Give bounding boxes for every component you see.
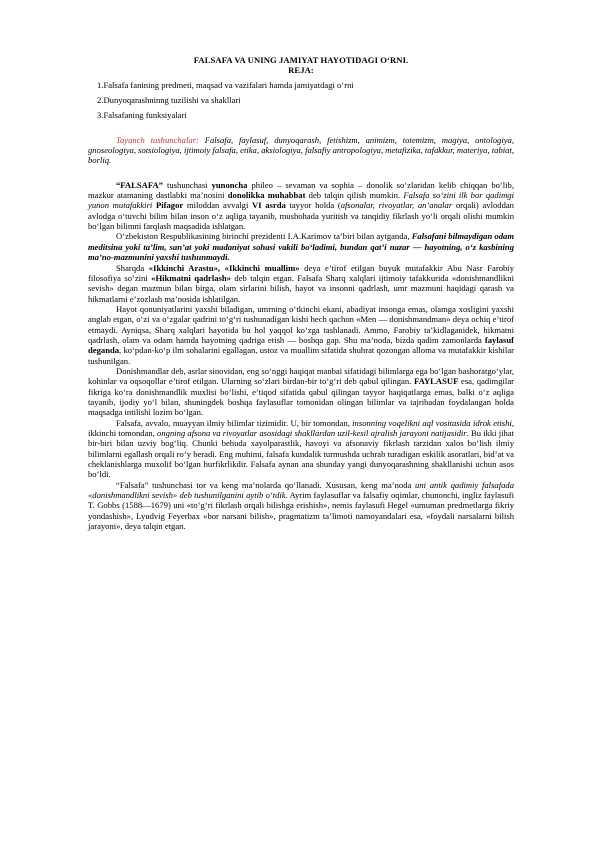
plan-list [88,80,514,121]
keywords-text: Falsafa, faylasuf, dunyoqarash, fetishizm, animizm, totemizm, magiya, ontologiya, gnoseologiya, sotsiologiya, ijtimoiy falsafa, etika, aksiologiya, falsafiy antropologiya, metafizika, tafakkur, materiya, tabiat, borliq. [88,134,514,166]
paragraph-4: Hayot qonuniyatlarini yaxshi biladigan, umrning o‘tkinchi ekani, abadiyat insonga emas, olamga xosligini yaxshi anglab etgan, o‘zi va o‘zgalar qadrini to‘g‘ri tushunadigan kishi hech qachon «Men — donishmandman» deya ochiq e’tirof etmaydi. Ayniqsa, Sharq xalqlari hayotida bu hol yaqqol ko‘zga tashlanadi. Ammo, Farobiy ta’kidlaganidek, hikmatni qadrlash, olam va odam hamda hayotning qadriga etish — boshqa gap. Shu ma’noda, bizda qadim zamonlarda faylasuf deganda, ko‘pdan-ko‘p ilm sohalarini egallagan, ustoz va muallim sifatida shuhrat qozongan alloma va mutafakkir kishilar tushunilgan. [88,303,514,366]
term-falsafa: “FALSAFA” [116,179,163,190]
paragraph-5: Donishmandlar deb, asrlar sinovidan, eng so‘nggi haqiqat manbai sifatidagi bilimlarga ega bo‘lgan bashoratgo‘ylar, kohinlar va oqsoqollar e’tirof etilgan. Ularning so‘zlari birdan-bir to‘g‘ri deb qabul qilingan. FAYLASUF esa, qadimgilar fikriga ko‘ra donishmandlik muxlisi bo‘lishi, e’tiqod sifatida qabul qilingan tayyor haqiqatlarga emas, balki o‘z aqliga tayanib, ijodiy yo‘l bilan, shuningdek boshqa faylasuflar tomonidan olingan bilimlar va tajribadan foydalangan holda maqsadga intilishi lozim bo‘lgan. [88,365,514,418]
document-title: FALSAFA VA UNING JAMIYAT HAYOTIDAGI O‘RNI. [193,55,409,65]
plan-item: 2.Dunyoqarashninng tuzilishi va shakllari [97,95,241,106]
paragraph-6: Falsafa, avvalo, muayyan ilmiy bilimlar tizimidir. U, bir tomondan, insonning voqelikni aql vositasida idrok etishi, ikkinchi tomondan, ongning afsona va rivoyatlar asosidagi shakllardan uzil-kesil ajralish jarayoni natijasidir. Bu ikki jihat bir-biri bilan uzviy bog‘liq. Chunki behuda xayolparastlik, havoyi va afsonaviy fikrlash tarzidan xalos bo‘lish ilmiy bilimlarni egallash orqali ro‘y beradi. Eng muhimi, falsafa kundalik turmushda uchrab turadigan eskilik asoratlari, bid’at va cheklanishlarga muxolif bo‘lgan hurfikrlikdir. Falsafa aynan ana shunday yangi dunyoqarashning shakllanishi uchun asos bo‘ldi. [88,417,514,480]
plan-heading: REJA: [288,65,314,76]
paragraph-3: Sharqda «Ikkinchi Arastu», «Ikkinchi muallim» deya e’tirof etilgan buyuk mutafakkir Abu Nasr Farobiy filosofiya so‘zini «Hikmatni qadrlash» deb talqin etgan. Falsafa Sharq xalqlari ijtimoiy tafakkurida «donishmandlikni sevish» degan mazmun bilan birga, olam sirlarini bilish, hayot va insonni qadrlash, umr mazmuni haqidagi qarash va hikmatlarni e’zozlash ma’nosida ishlatilgan. [88,262,514,304]
term-vi-asrda: VI asrda [252,200,286,211]
quote-karimov: Falsafani bilmaydigan odam meditsina yoki ta’lim, san’at yoki madaniyat sohasi vakili bo‘ladimi, bundan qat’i nazar — hayotning, o‘z kasbining ma’no-mazmunini yaxshi tushunmaydi. [88,231,515,263]
term-pifagor: Pifagor [152,200,184,211]
paragraph-1: “FALSAFA” tushunchasi yunoncha phileo – sevaman va sophia – donolik so‘zlaridan kelib chiqqan bo‘lib, mazkur atamaning dastlabki ma’nosini donolikka muhabbat deb talqin qilish mumkin. Falsafa so‘zini ilk bor qadimgi yunon mutafakkiri Pifagor miloddan avvalgi VI asrda tayyor holda (afsonalar, rivoyatlar, an’analar orqali) avloddan avlodga o‘tuvchi bilim bilan inson o‘z aqliga tayanib, mushohada yuritish va tanqidiy fikrlash yo‘li orqali olishi mumkin bo‘lgan bilimni farqlash maqsadida ishlatgan. [88,179,515,232]
paragraph-2: O‘zbekiston Respublikasining birinchi prezidenti I.A.Karimov ta’biri bilan aytganda, Falsafani bilmaydigan odam meditsina yoki ta’lim, san’at yoki madaniyat sohasi vakili bo‘ladimi, bundan qat’i nazar — hayotning, o‘z kasbining ma’no-mazmunini yaxshi tushunmaydi. [88,231,515,263]
keywords-paragraph [88,135,514,166]
paragraph-7: “Falsafa” tushunchasi tor va keng ma’nolarda qo‘llanadi. Xususan, keng ma’noda uni antik qadimiy falsafada «donishmandlikni sevish» deb tushunilganini aytib o‘tdik. Ayrim faylasuflar va falsafiy oqimlar, chunonchi, ingliz faylasufi T. Gobbs (1588—1679) uni «to‘g‘ri fikrlash orqali bilishga erishish», nemis faylasufi Hegel «umuman predmetlarga fikriy yondashish», Lyudvig Feyerbax «bor narsani bilish», pragmatizm ta’limoti namoyandalari esa, «foydali narsalarni bilish jarayoni», deya talqin etgan. [88,479,514,532]
document-content [88,55,514,531]
term-yunoncha: yunoncha [211,179,248,190]
term-donolikka-muhabbat: donolikka muhabbat [227,190,306,201]
document-body [88,180,514,532]
plan-item: 3.Falsafaning funksiyalari [97,110,187,121]
plan-item: 1.Falsafa fanining predmeti, maqsad va vazifalari hamda jamiyatdagi o‘rni [97,79,354,90]
keywords-label: Tayanch tushunchalar: [116,134,199,145]
